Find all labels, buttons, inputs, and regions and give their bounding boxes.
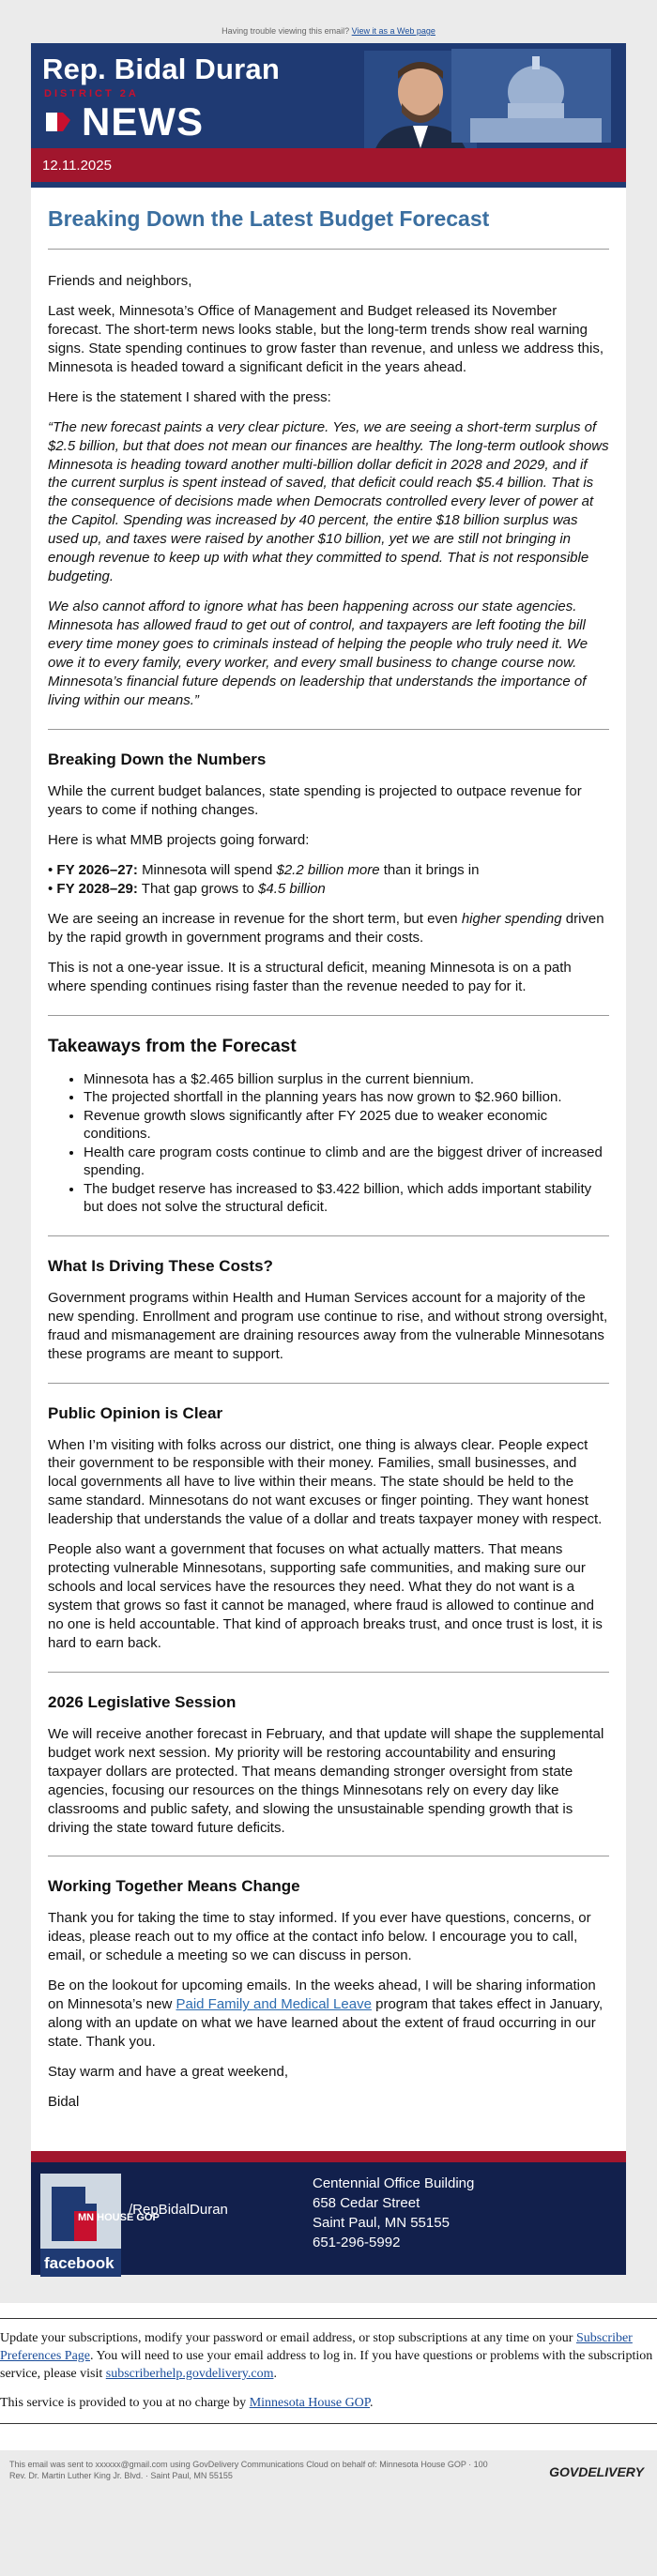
intro-paragraph: Last week, Minnesota’s Office of Management and Budget released its November forecast. The short-term news looks stable, but the long-term trends show real warning signs. State spending continues to grow faster than revenue, and unless we address this, Minnesota is headed toward a significant deficit in the years ahead. bbox=[48, 302, 604, 375]
greeting: Friends and neighbors, bbox=[48, 273, 192, 289]
list-item: • The budget reserve has increased to $3.422 billion, which adds important stability but does not solve the structural deficit. bbox=[84, 1180, 609, 1217]
takeaway-list bbox=[48, 1070, 609, 1217]
header-banner bbox=[31, 43, 626, 182]
structural-paragraph: This is not a one-year issue. It is a structural deficit, meaning Minnesota is on a path where spending continues rising faster than the revenue needed to pay for it. bbox=[48, 959, 572, 994]
office-address bbox=[313, 2174, 474, 2252]
together-paragraph-2: Be on the lookout for upcoming emails. In the weeks ahead, I will be sharing information on Minnesota’s new Paid Family and Medical Leave program that takes effect in January, along with an update on what we have learned about the extent of fraud occurring in our state. Thank you. bbox=[48, 1977, 604, 2051]
flag-icon bbox=[42, 107, 76, 137]
office-building: Centennial Office Building bbox=[313, 2174, 475, 2191]
projection-list bbox=[48, 861, 609, 900]
district-label: DISTRICT 2A bbox=[44, 88, 139, 99]
top-note-text: Having trouble viewing this email? bbox=[222, 26, 350, 36]
revenue-paragraph: We are seeing an increase in revenue for the short term, but even higher spending driven by the rapid growth in government programs and their costs. bbox=[48, 911, 604, 946]
list-item: • Health care program costs continue to climb and are the biggest driver of increased spending. bbox=[84, 1144, 609, 1180]
divider bbox=[48, 1672, 609, 1673]
opinion-paragraph-2: People also want a government that focuses on what actually matters. That means protecting vulnerable Minnesotans, supporting safe communities, and making sure our schools and local services have the resources they need. What they do not want is a system that grows so fast it cannot be managed, where fraud is allowed to continue and no one is held accountable. That kind of approach breaks trust, and once trust is lost, it is hard to earn back. bbox=[48, 1541, 603, 1651]
office-street: 658 Cedar Street bbox=[313, 2194, 420, 2211]
service-text: This service is provided to you at no charge by Minnesota House GOP. bbox=[0, 2395, 374, 2410]
govdelivery-logo: GOVDELIVERY bbox=[549, 2464, 644, 2480]
signature: Bidal bbox=[48, 2093, 80, 2110]
divider bbox=[0, 2423, 657, 2424]
section-takeaways bbox=[48, 1015, 609, 1217]
section-numbers bbox=[48, 729, 609, 996]
logo-text: MN HOUSE GOP bbox=[78, 2211, 160, 2223]
list-item: • The projected shortfall in the planning years has now grown to $2.960 billion. bbox=[84, 1088, 609, 1107]
main-content bbox=[31, 188, 626, 2132]
subscriber-preferences-link[interactable]: Subscriber Preferences Page bbox=[0, 2330, 633, 2363]
house-gop-link[interactable]: Minnesota House GOP bbox=[249, 2395, 371, 2410]
divider bbox=[48, 729, 609, 730]
section-heading: Takeaways from the Forecast bbox=[48, 1036, 297, 1056]
press-statement-intro: Here is the statement I shared with the press: bbox=[48, 388, 331, 405]
divider bbox=[48, 1383, 609, 1384]
footer-banner bbox=[31, 2151, 626, 2275]
page-title: Breaking Down the Latest Budget Forecast bbox=[48, 206, 490, 231]
divider bbox=[48, 1015, 609, 1016]
facebook-link[interactable] bbox=[40, 2174, 160, 2277]
section-heading: Working Together Means Change bbox=[48, 1877, 300, 1896]
numbers-paragraph: While the current budget balances, state spending is projected to outpace revenue for years to come if nothing changes. bbox=[48, 782, 582, 818]
closing-line: Stay warm and have a great weekend, bbox=[48, 2064, 288, 2080]
subscription-legal bbox=[0, 2303, 657, 2451]
section-heading: 2026 Legislative Session bbox=[48, 1692, 237, 1711]
list-item: • Minnesota has a $2.465 billion surplus in the current biennium. bbox=[84, 1070, 609, 1089]
capitol-image bbox=[451, 49, 611, 143]
divider bbox=[48, 1235, 609, 1236]
section-public-opinion bbox=[48, 1383, 609, 1653]
office-city: Saint Paul, MN 55155 bbox=[313, 2214, 450, 2231]
opinion-paragraph-1: When I’m visiting with folks across our district, one thing is always clear. People expect their government to be responsible with their money. Families, small businesses, and local governments all have to live within their means. The state should be held to the same standard. Minnesotans do not want excuses or finger pointing. They want honest leadership that understands the value of a dollar and treats taxpayer money with respect. bbox=[48, 1436, 603, 1528]
web-page-link[interactable]: View it as a Web page bbox=[351, 26, 435, 36]
section-driving-costs bbox=[48, 1235, 609, 1364]
projection-item: • FY 2028–29: That gap grows to $4.5 billion bbox=[48, 880, 326, 897]
house-gop-logo bbox=[40, 2174, 160, 2249]
projection-intro: Here is what MMB projects going forward: bbox=[48, 831, 310, 848]
divider bbox=[48, 249, 609, 250]
facebook-handle[interactable]: /RepBidalDuran bbox=[129, 2201, 228, 2218]
subscription-text: Update your subscriptions, modify your password or email address, or stop subscriptions at any time on your Subscriber Preferences Page. You will need to use your email address to log in. If you have questions or problems with the subscription service, please visit subscriberhelp.govdelivery.com. bbox=[0, 2330, 653, 2381]
subscriber-help-link[interactable]: subscriberhelp.govdelivery.com bbox=[105, 2366, 274, 2381]
divider bbox=[0, 2318, 657, 2319]
section-heading: What Is Driving These Costs? bbox=[48, 1256, 273, 1275]
date-bar bbox=[31, 148, 626, 182]
section-together bbox=[48, 1856, 609, 2111]
section-heading: Public Opinion is Clear bbox=[48, 1403, 223, 1422]
issue-date: 12.11.2025 bbox=[42, 158, 112, 174]
section-session bbox=[48, 1672, 609, 1838]
email-body bbox=[31, 43, 626, 2275]
list-item: • Revenue growth slows significantly after FY 2025 due to weaker economic conditions. bbox=[84, 1107, 609, 1144]
session-paragraph: We will receive another forecast in February, and that update will shape the supplemental budget work next session. My priority will be restoring accountability and ensuring taxpayer dollars are protected. That means demanding stronger oversight from state agencies, focusing our resources on the things Minnesotans rely on every day like classrooms and public safety, and slowing the unsustainable spending growth that is driving the state toward future deficits. bbox=[48, 1725, 604, 1836]
sender-info bbox=[0, 2450, 657, 2491]
press-quote-2: We also cannot afford to ignore what has been happening across our state agencies. Minnesota has allowed fraud to get out of control, and taxpayers are left footing the bill every time money goes to criminals instead of helping the people who truly need it. We owe it to every family, every worker, and every small business to change course now. Minnesota’s financial future depends on leadership that understands the importance of living within our means.” bbox=[48, 599, 588, 708]
projection-item: • FY 2026–27: Minnesota will spend $2.2 billion more than it brings in bbox=[48, 861, 480, 878]
top-note bbox=[0, 0, 657, 43]
facebook-label: facebook bbox=[44, 2253, 115, 2272]
sender-line-2: Rev. Dr. Martin Luther King Jr. Blvd. · Saint Paul, MN 55155 bbox=[9, 2471, 233, 2481]
section-heading: Breaking Down the Numbers bbox=[48, 750, 267, 768]
office-phone: 651-296-5992 bbox=[313, 2234, 401, 2250]
press-quote-1: “The new forecast paints a very clear picture. Yes, we are seeing a short-term surplus of $2.5 billion, but that does not mean our finances are healthy. The long-term outlook shows Minnesota is heading toward another multi-billion dollar deficit in 2028 and 2029, and if the current surplus is spent instead of saved, that deficit could reach $5.4 billion. That is the consequence of decisions made when Democrats controlled every lever of power at the Capitol. Spending was increased by 40 percent, the entire $18 billion surplus was used up, and taxes were raised by another $10 billion, yet we are still not bringing in enough revenue to keep up with what they committed to spend. That is not responsible budgeting. bbox=[48, 418, 609, 585]
rep-name: Rep. Bidal Duran bbox=[42, 53, 280, 85]
news-label bbox=[42, 99, 204, 144]
driving-paragraph: Government programs within Health and Human Services account for a majority of the new spending. Enrollment and program use continue to rise, and without strong oversight, fraud and mismanagement are draining resources away from the vulnerable Minnesotans these programs are meant to support. bbox=[48, 1289, 608, 1362]
news-text: NEWS bbox=[82, 99, 204, 144]
pfml-link[interactable]: Paid Family and Medical Leave bbox=[176, 1996, 372, 2013]
sender-line-1: This email was sent to xxxxxx@gmail.com using GovDelivery Communications Cloud on behalf of: Minnesota House GOP · 100 bbox=[9, 2460, 488, 2470]
together-paragraph-1: Thank you for taking the time to stay informed. If you ever have questions, concerns, or ideas, please reach out to my office at the contact info below. I encourage you to call, email, or schedule a meeting so we can discuss in person. bbox=[48, 1910, 591, 1964]
